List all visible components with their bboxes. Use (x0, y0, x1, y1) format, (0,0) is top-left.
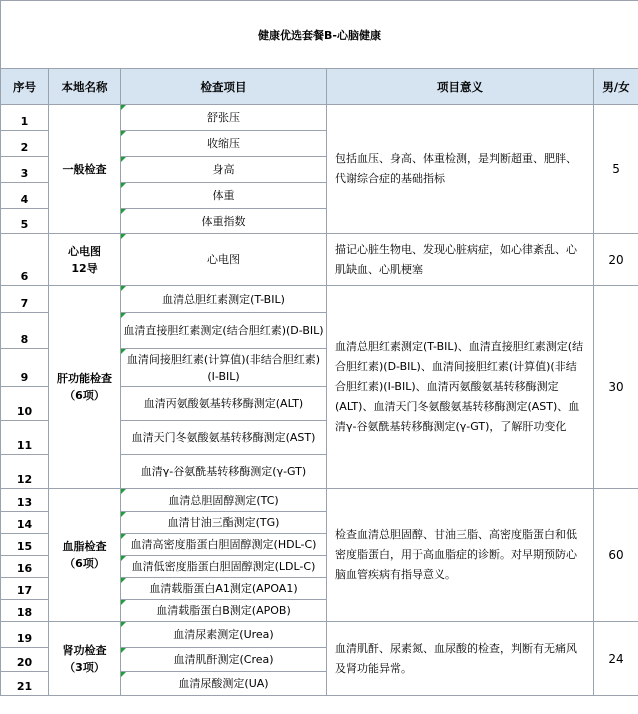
row-number: 14 (1, 512, 49, 534)
exam-item: 血清尿素测定(Urea) (121, 622, 327, 648)
exam-item: 舒张压 (121, 105, 327, 131)
row-number: 6 (1, 234, 49, 286)
group-count-general: 5 (594, 105, 638, 234)
group-name-line1: 心电图 (68, 244, 101, 258)
row-number: 10 (1, 387, 49, 421)
group-name-ecg (49, 234, 121, 286)
group-name-kidney (49, 622, 121, 696)
row-number: 9 (1, 349, 49, 387)
row-number: 18 (1, 600, 49, 622)
exam-item: 血清肌酐测定(Crea) (121, 648, 327, 672)
group-name-general: 一般检查 (49, 105, 121, 234)
row-number: 3 (1, 157, 49, 183)
exam-item: 血清间接胆红素(计算值)(非结合胆红素)(I-BIL) (121, 349, 327, 387)
row-number: 1 (1, 105, 49, 131)
exam-item: 血清低密度脂蛋白胆固醇测定(LDL-C) (121, 556, 327, 578)
exam-item: 身高 (121, 157, 327, 183)
row-number: 13 (1, 489, 49, 512)
exam-item: 心电图 (121, 234, 327, 286)
exam-item: 血清尿酸测定(UA) (121, 672, 327, 696)
header-exam-item: 检查项目 (121, 69, 327, 105)
exam-item: 体重 (121, 183, 327, 209)
table-title: 健康优选套餐B-心脑健康 (1, 1, 638, 69)
group-meaning-general: 包括血压、身高、体重检测，是判断超重、肥胖、代谢综合症的基础指标 (327, 105, 594, 234)
header-no: 序号 (1, 69, 49, 105)
group-count-liver: 30 (594, 286, 638, 489)
row-number: 20 (1, 648, 49, 672)
row-number: 5 (1, 209, 49, 234)
exam-item: 血清天门冬氨酸氨基转移酶测定(AST) (121, 421, 327, 455)
row-number: 8 (1, 313, 49, 349)
group-meaning-kidney: 血清肌酐、尿素氮、血尿酸的检查，判断有无痛风及肾功能异常。 (327, 622, 594, 696)
group-name-line2: 12导 (71, 261, 98, 275)
exam-item: 血清高密度脂蛋白胆固醇测定(HDL-C) (121, 534, 327, 556)
exam-item: 血清载脂蛋白A1测定(APOA1) (121, 578, 327, 600)
group-count-kidney: 24 (594, 622, 638, 696)
row-number: 7 (1, 286, 49, 313)
group-name-line2: （6项） (64, 557, 105, 570)
header-meaning: 项目意义 (327, 69, 594, 105)
group-name-line2: （6项） (64, 389, 105, 402)
row-number: 17 (1, 578, 49, 600)
exam-item: 血清总胆红素测定(T-BIL) (121, 286, 327, 313)
exam-item: 血清总胆固醇测定(TC) (121, 489, 327, 512)
group-name-line2: （3项） (64, 660, 105, 674)
exam-item: 血清直接胆红素测定(结合胆红素)(D-BIL) (121, 313, 327, 349)
group-name-liver (49, 286, 121, 489)
row-number: 15 (1, 534, 49, 556)
row-number: 19 (1, 622, 49, 648)
exam-item: 体重指数 (121, 209, 327, 234)
exam-item: 收缩压 (121, 131, 327, 157)
row-number: 12 (1, 455, 49, 489)
group-name-lipid (49, 489, 121, 622)
exam-item: 血清γ-谷氨酰基转移酶测定(γ-GT) (121, 455, 327, 489)
group-meaning-lipid: 检查血清总胆固醇、甘油三脂、高密度脂蛋白和低密度脂蛋白，用于高血脂症的诊断。对早期预防心脑血管疾病有指导意义。 (327, 489, 594, 622)
row-number: 21 (1, 672, 49, 696)
group-name-line1: 肝功能检查 (57, 372, 112, 385)
header-gender: 男/女 (594, 69, 638, 105)
row-number: 4 (1, 183, 49, 209)
group-count-lipid: 60 (594, 489, 638, 622)
group-meaning-liver: 血清总胆红素测定(T-BIL)、血清直接胆红素测定(结合胆红素)(D-BIL)、血清间接胆红素(计算值)(非结合胆红素)(I-BIL)、血清丙氨酸氨基转移酶测定(ALT)、血清天门冬氨酸氨基转移酶测定(AST)、血清γ-谷氨酰基转移酶测定(γ-GT)，了解肝功变化 (327, 286, 594, 489)
group-meaning-ecg: 描记心脏生物电、发现心脏病症，如心律紊乱、心肌缺血、心肌梗塞 (327, 234, 594, 286)
exam-item: 血清丙氨酸氨基转移酶测定(ALT) (121, 387, 327, 421)
row-number: 11 (1, 421, 49, 455)
row-number: 2 (1, 131, 49, 157)
exam-item: 血清载脂蛋白B测定(APOB) (121, 600, 327, 622)
group-name-line1: 血脂检查 (62, 540, 107, 553)
row-number: 16 (1, 556, 49, 578)
exam-item: 血清甘油三酯测定(TG) (121, 512, 327, 534)
header-local-name: 本地名称 (49, 69, 121, 105)
group-count-ecg: 20 (594, 234, 638, 286)
group-name-line1: 肾功检查 (62, 643, 107, 657)
